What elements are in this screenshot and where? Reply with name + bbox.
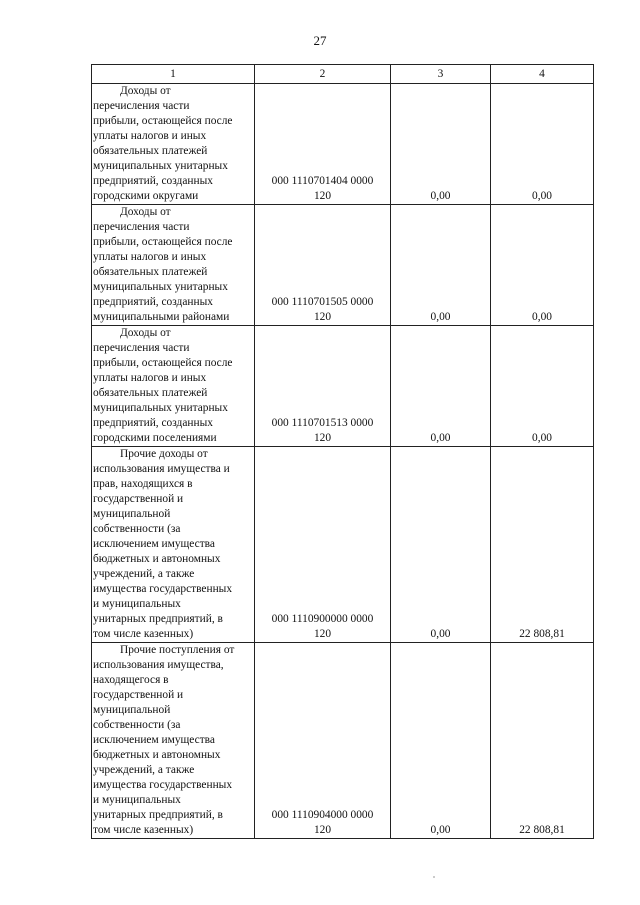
budget-code-cell [255, 447, 391, 643]
income-name-line: городскими округами [93, 190, 199, 202]
value-col-4: 0,00 [491, 205, 594, 326]
income-name-line: предприятий, созданных [93, 417, 213, 429]
income-name-line: Прочие поступления от [120, 644, 235, 656]
income-name-line: собственности (за [93, 523, 181, 535]
value-col-4: 22 808,81 [491, 447, 594, 643]
table-row [92, 643, 594, 839]
header-col-4: 4 [491, 65, 594, 84]
income-name-line: унитарных предприятий, в [93, 809, 223, 821]
income-name-line: государственной и [93, 493, 184, 505]
income-name-line: муниципальных унитарных [93, 402, 228, 414]
income-name-line: и муниципальных [93, 598, 181, 610]
income-name-line: предприятий, созданных [93, 175, 213, 187]
income-name-line: прав, находящихся в [93, 478, 193, 490]
budget-code: 000 1110900000 0000 120 [271, 613, 374, 640]
income-name-cell [92, 643, 255, 839]
income-name-line: имущества государственных [93, 779, 233, 791]
table-row [92, 205, 594, 326]
income-name-cell [92, 205, 255, 326]
income-name-line: бюджетных и автономных [93, 553, 221, 565]
income-name-line: унитарных предприятий, в [93, 613, 223, 625]
income-name-line: учреждений, а также [93, 764, 195, 776]
value-col-4: 0,00 [491, 84, 594, 205]
income-name-line: государственной и [93, 689, 184, 701]
income-name-line: прибыли, остающейся после [93, 236, 233, 248]
value-col-4: 22 808,81 [491, 643, 594, 839]
budget-code-cell [255, 326, 391, 447]
income-name-line: муниципальных унитарных [93, 281, 228, 293]
value-col-3: 0,00 [391, 447, 491, 643]
value-col-3: 0,00 [391, 643, 491, 839]
budget-code: 000 1110701505 0000 120 [271, 296, 374, 323]
value-col-3: 0,00 [391, 205, 491, 326]
income-name-line: имущества государственных [93, 583, 233, 595]
income-name-line: муниципальной [93, 704, 171, 716]
income-name-line: предприятий, созданных [93, 296, 213, 308]
table-row [92, 84, 594, 205]
budget-table [91, 64, 594, 839]
income-name-line: том числе казенных) [93, 628, 194, 640]
income-name-line: прибыли, остающейся после [93, 115, 233, 127]
table-row [92, 447, 594, 643]
budget-code-cell [255, 84, 391, 205]
income-name-cell [92, 447, 255, 643]
income-name-line: уплаты налогов и иных [93, 251, 207, 263]
income-name-line: исключением имущества [93, 538, 215, 550]
income-name-line: учреждений, а также [93, 568, 195, 580]
income-name-line: городскими поселениями [93, 432, 217, 444]
income-name-line: использования имущества, [93, 659, 224, 671]
budget-code: 000 1110701513 0000 120 [271, 417, 374, 444]
income-name-line: муниципальной [93, 508, 171, 520]
table-header-row [92, 65, 594, 84]
income-name-line: и муниципальных [93, 794, 181, 806]
value-col-3: 0,00 [391, 84, 491, 205]
income-name-cell [92, 326, 255, 447]
income-name-line: прибыли, остающейся после [93, 357, 233, 369]
income-name-line: перечисления части [93, 221, 190, 233]
income-name-line: исключением имущества [93, 734, 215, 746]
table-body [92, 84, 594, 839]
income-name-line: находящегося в [93, 674, 169, 686]
income-name-line: Доходы от [120, 327, 171, 339]
income-name-line: Прочие доходы от [120, 448, 208, 460]
income-name-line: уплаты налогов и иных [93, 130, 207, 142]
budget-code-cell [255, 643, 391, 839]
header-col-2: 2 [255, 65, 391, 84]
table-row [92, 326, 594, 447]
income-name-line: муниципальными районами [93, 311, 230, 323]
header-col-3: 3 [391, 65, 491, 84]
income-name-line: использования имущества и [93, 463, 230, 475]
scan-speck [433, 876, 435, 878]
budget-code: 000 1110904000 0000 120 [271, 809, 374, 836]
value-col-4: 0,00 [491, 326, 594, 447]
income-name-line: уплаты налогов и иных [93, 372, 207, 384]
income-name-line: обязательных платежей [93, 145, 208, 157]
income-name-line: Доходы от [120, 85, 171, 97]
value-col-3: 0,00 [391, 326, 491, 447]
income-name-line: обязательных платежей [93, 266, 208, 278]
income-name-line: обязательных платежей [93, 387, 208, 399]
income-name-line: муниципальных унитарных [93, 160, 228, 172]
income-name-line: Доходы от [120, 206, 171, 218]
page-number: 27 [313, 33, 327, 48]
income-name-line: том числе казенных) [93, 824, 194, 836]
budget-code: 000 1110701404 0000 120 [271, 175, 374, 202]
income-name-line: собственности (за [93, 719, 181, 731]
income-name-line: перечисления части [93, 342, 190, 354]
income-name-cell [92, 84, 255, 205]
income-name-line: бюджетных и автономных [93, 749, 221, 761]
header-col-1: 1 [92, 65, 255, 84]
budget-code-cell [255, 205, 391, 326]
income-name-line: перечисления части [93, 100, 190, 112]
